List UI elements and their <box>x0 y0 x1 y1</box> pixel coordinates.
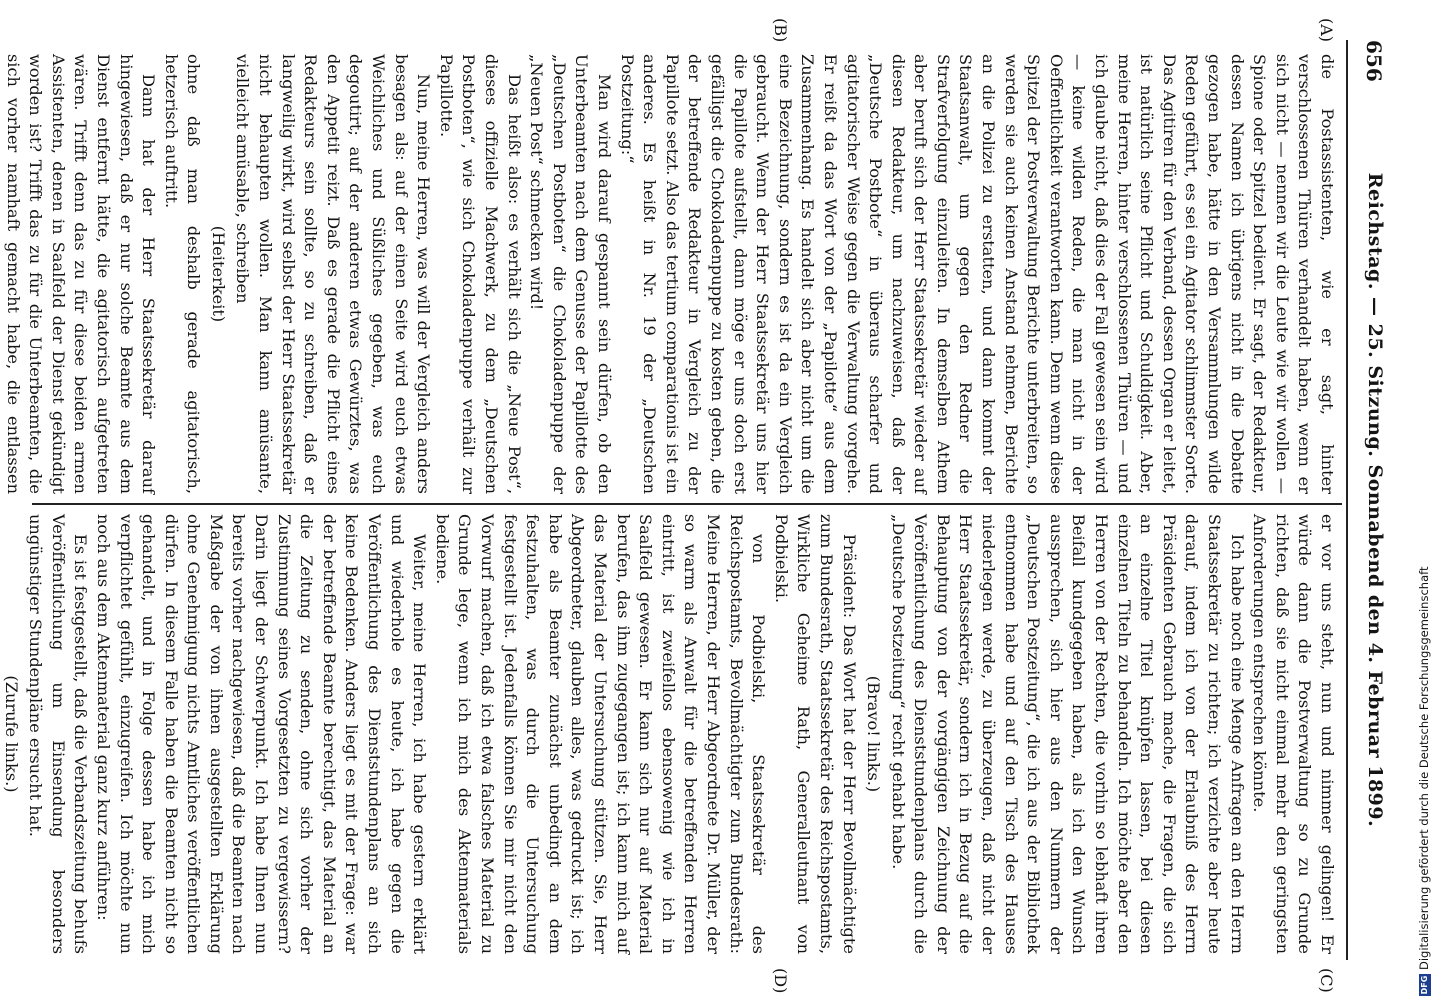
page-number: 656 <box>1362 40 1386 82</box>
margin-mark-d: (D) <box>771 968 790 994</box>
paragraph: Das heißt also: es verhält sich die „Neue Post“, dieses offizielle Machwerk, zu dem „Deutschen Postboten“, wie sich Chokoladenpuppe verhält zur Papillotte. <box>436 54 524 494</box>
interjection: (Zurufe links.) <box>1 675 21 793</box>
header-rule <box>1346 40 1348 960</box>
footer-credit-text: Digitalisierung gefördert durch die Deutsche Forschungsgemeinschaft <box>1417 566 1431 970</box>
footer-credit <box>1417 0 1431 996</box>
margin-mark-c: (C) <box>1317 968 1336 993</box>
right-column <box>1 514 1338 954</box>
page-header <box>1352 40 1392 960</box>
speaker-paragraph: Präsident: Das Wort hat der Herr Bevollmächtigte zum Bundesrath, Staatssekretär des Reichspostamts, Wirkliche Geheime Rath, Generalleutnant von Podbielski. <box>771 514 859 954</box>
margin-mark-b: (B) <box>771 18 790 43</box>
paragraph: die Postassistenten, wie er sagt, hinter verschlossenen Thüren verhandelt haben, wenn er sich nicht — nennen wir die Leute wie wir wollen — Spione oder Spitzel bedient. Er sagt, der Redakteur, dessen Namen ich übrigens nicht in die Debatte gezogen habe, hätte in den Versammlungen wilde Reden geführt, es sei ein Agitator schlimmster Sorte. Das Agitiren für den Verband, dessen Organ er leitet, ist natürlich seine Pflicht und Schuldigkeit. Aber, meine Herren, hinter verschlossenen Thüren — und ich glaube nicht, daß dies der Fall gewesen sein wird — keine wilden Reden, die man nicht in der Oeffentlichkeit verantworten kann. Denn wenn diese Spitzel der Postverwaltung Berichte unterbreiten, so werden sie auch keinen Anstand nehmen, Berichte an die Polizei zu erstatten, und dann kommt der Staatsanwalt, um gegen den Redner die Strafverfolgung einzuleiten. In demselben Athem aber beruft sich der Herr Staatssekretär wieder auf diesen Redakteur, um nachzuweisen, daß der „Deutsche Postbote“ in überaus scharfer und agitatorischer Weise gegen die Verwaltung vorgehe. Er reißt da das Wort von der „Papilotte“ aus dem Zusammenhang. Es handelt sich aber nicht um die eine Bezeichnung, sondern es ist da ein Vergleich gebraucht. Wenn der Herr Staatssekretär uns hier die Papillote aufstellt, dann möge er uns doch erst gefälligst die Chokoladenpuppe zu kosten geben, die der betreffende Redakteur in Vergleich zu der Papillote setzt. Also das tertium comparationis ist ein anderes. Es heißt in Nr. 19 der „Deutschen Postzeitung:“ <box>617 54 1337 494</box>
interjection: (Bravo! links.) <box>864 675 884 793</box>
paragraph: Dann hat der Herr Staatssekretär darauf hingewiesen, daß er nur solche Beamte aus dem Dienst entfernt hätte, die agitatorisch aufgetreten wären. Trifft denn das zu für diese beiden armen Assistenten, denen in Saalfeld der Dienst gekündigt worden ist? Trifft das zu für die Unterbeamten, die sich vorher namhaft gemacht habe, die entlassen <box>3 54 159 494</box>
paragraph: ohne daß man deshalb gerade agitatorisch, hetzerisch auftritt. <box>161 54 204 494</box>
paragraph: er vor uns steht, nun und nimmer gelingen! Er würde dann die Postverwaltung so zu Grunde richten, daß sie nicht einmal mehr den geringsten Anforderungen entsprechen könnte. <box>1250 514 1337 954</box>
dfg-logo: DFG <box>1419 975 1429 995</box>
interjection: (Heiterkeit) <box>208 225 228 323</box>
running-title: Reichstag. — 25. Sitzung. Sonnabend den 4. Februar 1899. <box>1364 172 1386 828</box>
paragraph: Nun, meine Herren, was will der Vergleich anders besagen als: auf der einen Seite wird euch etwas Weichliches und Süßliches gegeben, was euch degoutirt; auf der anderen etwas Gewürztes, was den Appetit reizt. Daß es gerade die Pflicht eines Redakteurs sein sollte, so zu schreiben, daß er langweilig wirkt, wird selbst der Herr Staatssekretär nicht behaupten wollen. Man kann amüsante, vielleicht amüsable, schreiben <box>233 54 434 494</box>
paragraph: Weiter, meine Herren, ich habe gestern erklärt und wiederhole es heute, ich habe gegen die Veröffentlichung des Dienststundenplans an sich keine Bedenken. Anders liegt es mit der Frage: war der betreffende Beamte berechtigt, das Material an die Zeitung zu senden, ohne sich vorher der Zustimmung seines Vorgesetzten zu vergewissern? Darin liegt der Schwerpunkt. Ich habe Ihnen nun bereits vorher nachgewiesen, daß die Beamten nach Maßgabe der von ihnen ausgestellten Erklärung ohne Genehmigung nichts Amtliches veröffentlichen dürfen. In diesem Falle haben die Beamten nicht so gehandelt, und in Folge dessen habe ich mich verpflichtet gefühlt, einzugreifen. Ich möchte nun noch aus dem Aktenmaterial ganz kurz anführen: <box>93 514 430 954</box>
speaker-paragraph: von Podbielski, Staatssekretär des Reichspostamts, Bevollmächtigter zum Bundesrath: Meine Herren, der Herr Abgeordnete Dr. Müller, der so warm als Anwalt für die betreffenden Herren eintritt, ist zweifellos ebensowenig wie ich in Saalfeld gewesen. Er kann sich nur auf Material berufen, das ihm zugegangen ist; ich kann mich auf das Material der Untersuchung stützen. Sie, Herr Abgeordneter, glauben alles, was gedruckt ist; ich habe als Beamter zunächst unbedingt an dem festzuhalten, was durch die Untersuchung festgestellt ist. Jedenfalls können Sie mir nicht den Vorwurf machen, daß ich etwa falsches Material zu Grunde lege, wenn ich mich des Aktenmaterials bediene. <box>432 514 769 954</box>
paragraph: Ich habe noch eine Menge Anfragen an den Herrn Staatssekretär zu richten; ich verzichte aber heute darauf, indem ich von der Erlaubniß des Herrn Präsidenten Gebrauch mache, die Fragen, die sich an einzelne Titel knüpfen lassen, bei diesen einzelnen Titeln zu behandeln. Ich möchte aber den Herren von der Rechten, die vorhin so lebhaft ihren Beifall kundgegeben haben, als ich den Wunsch aussprechen, sich hier aus den Nummern der „Deutschen Postzeitung“, die ich aus der Bibliothek entnommen habe und auf den Tisch des Hauses niederlegen werde, zu überzeugen, daß nicht der Herr Staatssekretär, sondern ich in Bezug auf die Behauptung von der vorgängigen Zeichnung der Veröffentlichung des Dienststundenplans durch die „Deutsche Postzeitung“ recht gehabt habe. <box>888 514 1247 954</box>
quote: Man wird darauf gespannt sein dürfen, ob den Unterbeamten nach dem Genusse der Papillotte des „Deutschen Postboten“ die Chokoladenpuppe der „Neuen Post“ schmecken wird! <box>527 54 614 494</box>
margin-mark-a: (A) <box>1317 18 1336 43</box>
left-column <box>3 54 1338 494</box>
column-rule <box>32 503 1342 505</box>
document-page <box>1 0 1420 1000</box>
quote: Es ist festgestellt, daß die Verbandszeitung behufs Veröffentlichung um Einsendung besonders ungünstiger Stundenpläne ersucht hat. <box>26 514 91 954</box>
